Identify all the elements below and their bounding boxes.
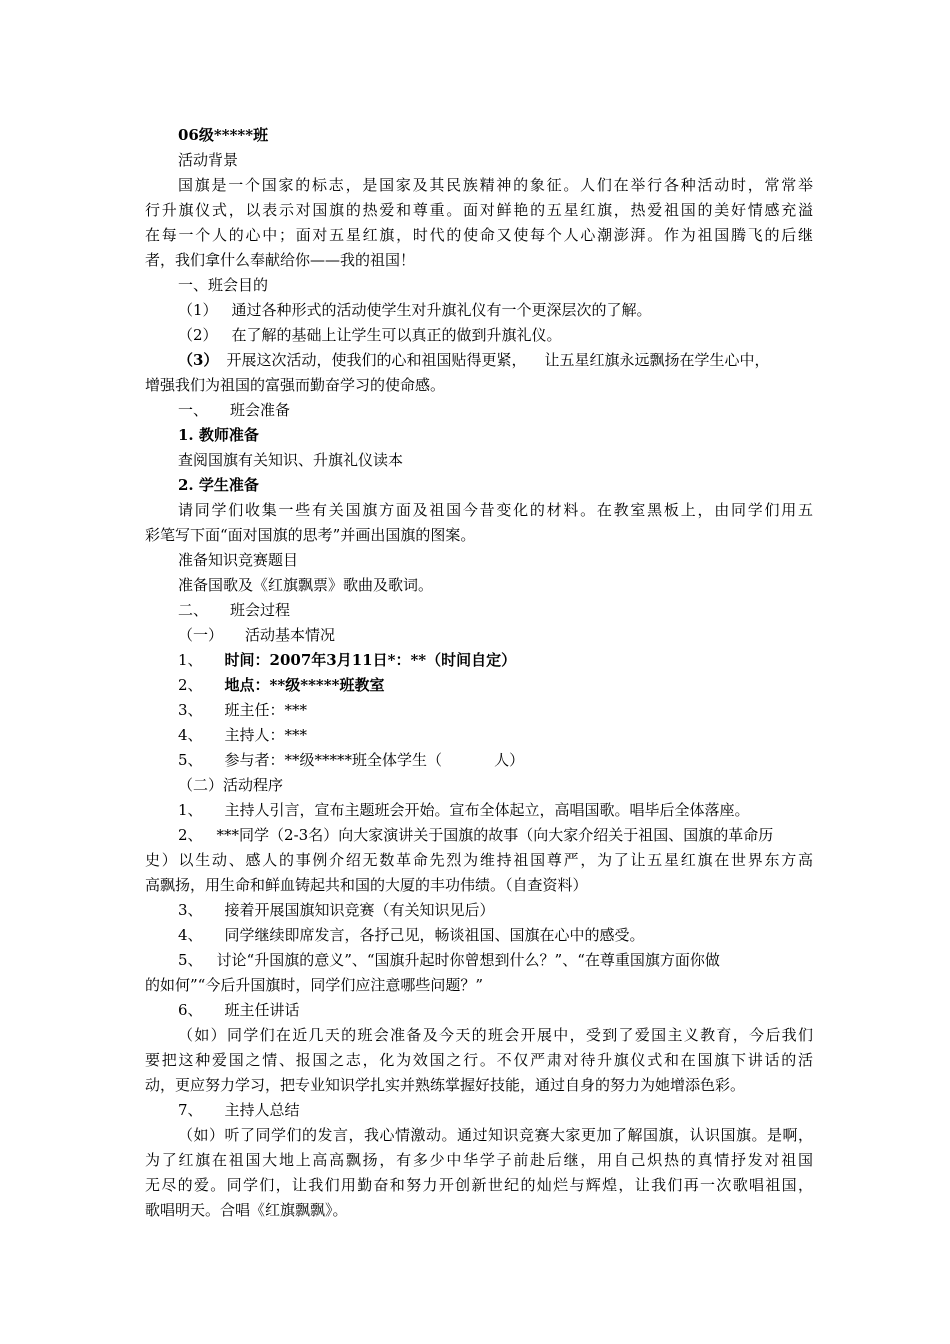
basic-info-item xyxy=(145,748,813,773)
basic-info-heading xyxy=(145,623,813,648)
basic-info-number: （一） xyxy=(178,626,224,644)
background-line: 者，我们拿什么奉献给你——我的祖国！ xyxy=(145,251,416,269)
process-heading-text: 班会过程 xyxy=(230,601,291,619)
goal-text: 让五星红旗永远飘扬在学生心中， xyxy=(544,351,770,369)
background-line: 在每一个人的心中；面对五星红旗，时代的使命又使每个人心潮澎湃。作为祖国腾飞的后继 xyxy=(145,226,813,244)
prep-heading-number: 一、 xyxy=(178,401,209,419)
step-number: 7、 xyxy=(178,1101,203,1119)
item-text: 时间：2007年3月11日*：**（时间自定） xyxy=(224,651,517,669)
teacher-prep-title: 1. 教师准备 xyxy=(178,426,259,444)
program-step xyxy=(145,823,813,848)
step-number: 5、 xyxy=(178,951,203,969)
student-prep-title: 2. 学生准备 xyxy=(178,476,259,494)
step-text: 同学继续即席发言，各抒己见，畅谈祖国、国旗在心中的感受。 xyxy=(224,926,645,944)
program-step xyxy=(145,923,813,948)
basic-info-item xyxy=(145,673,813,698)
step-number: 3、 xyxy=(178,901,203,919)
class-name: 06级*****班 xyxy=(178,126,269,144)
step-text-continued: 的如何”“今后升国旗时，同学们应注意哪些问题？” xyxy=(145,976,484,994)
goal-item xyxy=(145,298,813,323)
document-body xyxy=(145,123,813,1223)
teacher-prep-text: 查阅国旗有关知识、升旗礼仪读本 xyxy=(178,451,404,469)
prep-heading xyxy=(145,398,813,423)
goal-text: 开展这次活动，使我们的心和祖国贴得更紧， xyxy=(226,351,527,369)
speech-line: 要把这种爱国之情、报国之志，化为效国之行。不仅严肃对待升旗仪式和在国旗下讲话的活 xyxy=(145,1051,813,1069)
item-text: 班主任：*** xyxy=(224,701,308,719)
goal-text: 通过各种形式的活动使学生对升旗礼仪有一个更深层次的了解。 xyxy=(231,301,652,319)
step-text: 讨论“升国旗的意义”、“国旗升起时你曾想到什么？”、“在尊重国旗方面你做 xyxy=(216,951,720,969)
basic-info-item xyxy=(145,648,813,673)
goal-item xyxy=(145,323,813,348)
quiz-prep: 准备知识竞赛题目 xyxy=(178,551,299,569)
item-text-tail: 人） xyxy=(494,751,525,769)
summary-line: （如）听了同学们的发言，我心情激动。通过知识竞赛大家更加了解国旗，认识国旗。是啊， xyxy=(178,1126,813,1144)
basic-info-item xyxy=(145,723,813,748)
summary-line: 歌唱明天。合唱《红旗飘飘》。 xyxy=(145,1201,348,1219)
basic-info-title: 活动基本情况 xyxy=(245,626,336,644)
summary-line: 为了红旗在祖国大地上高高飘扬，有多少中华学子前赴后继，用自己炽热的真情抒发对祖国 xyxy=(145,1151,813,1169)
step-number: 4、 xyxy=(178,926,203,944)
goal-text-continued: 增强我们为祖国的富强而勤奋学习的使命感。 xyxy=(145,376,446,394)
goals-heading: 一、班会目的 xyxy=(178,276,269,294)
process-heading-number: 二、 xyxy=(178,601,209,619)
item-number: 4、 xyxy=(178,726,203,744)
item-text: 参与者：**级*****班全体学生（ xyxy=(224,751,443,769)
speech-line: 动，更应努力学习，把专业知识学扎实并熟练掌握好技能，通过自身的努力为她增添色彩。 xyxy=(145,1076,746,1094)
item-number: 2、 xyxy=(178,676,203,694)
step-number: 2、 xyxy=(178,826,203,844)
step-text: ***同学（2-3名）向大家演讲关于国旗的故事（向大家介绍关于祖国、国旗的革命历 xyxy=(216,826,774,844)
song-prep: 准备国歌及《红旗飘票》歌曲及歌词。 xyxy=(178,576,434,594)
prep-heading-text: 班会准备 xyxy=(230,401,291,419)
program-step xyxy=(145,998,813,1023)
goal-item xyxy=(145,348,813,373)
background-line: 行升旗仪式，以表示对国旗的热爱和尊重。面对鲜艳的五星红旗，热爱祖国的美好情感充溢 xyxy=(145,201,813,219)
goal-number: （3） xyxy=(178,351,219,369)
step-title: 班主任讲话 xyxy=(224,1001,300,1019)
step-text-continued: 史）以生动、感人的事例介绍无数革命先烈为维持祖国尊严，为了让五星红旗在世界东方高 xyxy=(145,851,813,869)
speech-line: （如）同学们在近几天的班会准备及今天的班会开展中，受到了爱国主义教育，今后我们 xyxy=(178,1026,813,1044)
item-number: 3、 xyxy=(178,701,203,719)
step-text-continued: 高飘扬，用生命和鲜血铸起共和国的大厦的丰功伟绩。（自查资料） xyxy=(145,876,588,894)
program-step xyxy=(145,898,813,923)
step-text: 主持人引言，宣布主题班会开始。宣布全体起立，高唱国歌。唱毕后全体落座。 xyxy=(224,801,750,819)
goal-text: 在了解的基础上让学生可以真正的做到升旗礼仪。 xyxy=(231,326,562,344)
summary-line: 无尽的爱。同学们，让我们用勤奋和努力开创新世纪的灿烂与辉煌，让我们再一次歌唱祖国， xyxy=(145,1176,813,1194)
step-number: 6、 xyxy=(178,1001,203,1019)
background-line: 国旗是一个国家的标志，是国家及其民族精神的象征。人们在举行各种活动时，常常举 xyxy=(178,176,813,194)
goal-number: （1） xyxy=(178,301,218,319)
item-number: 5、 xyxy=(178,751,203,769)
item-number: 1、 xyxy=(178,651,203,669)
student-prep-line: 彩笔写下面“面对国旗的思考”并画出国旗的图案。 xyxy=(145,526,476,544)
program-heading: （二）活动程序 xyxy=(178,776,284,794)
step-number: 1、 xyxy=(178,801,203,819)
step-title: 主持人总结 xyxy=(224,1101,300,1119)
item-text: 地点：**级*****班教室 xyxy=(224,676,385,694)
program-step xyxy=(145,798,813,823)
step-text: 接着开展国旗知识竞赛（有关知识见后） xyxy=(224,901,495,919)
program-step xyxy=(145,948,813,973)
program-step xyxy=(145,1098,813,1123)
background-heading: 活动背景 xyxy=(178,151,239,169)
goal-number: （2） xyxy=(178,326,218,344)
basic-info-item xyxy=(145,698,813,723)
process-heading xyxy=(145,598,813,623)
item-text: 主持人：*** xyxy=(224,726,308,744)
student-prep-line: 请同学们收集一些有关国旗方面及祖国今昔变化的材料。在教室黑板上，由同学们用五 xyxy=(178,501,813,519)
